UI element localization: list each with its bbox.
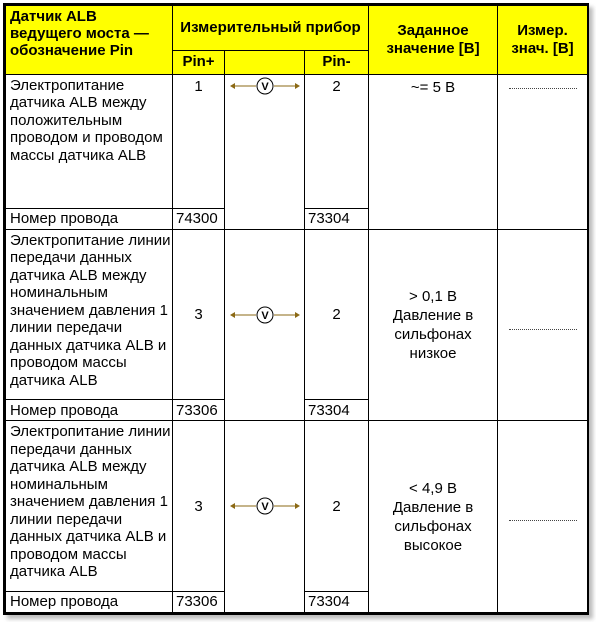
expected-note: Давление в сильфонах высокое bbox=[392, 498, 474, 554]
header-pin-minus: Pin- bbox=[305, 51, 369, 74]
row-description: Электропитание линии передачи данных датчика ALB между номинальным значением давления 1 линии передачи данных датчика ALB и проводом массы датчика ALB bbox=[6, 421, 173, 591]
table-row bbox=[6, 74, 588, 208]
voltmeter-symbol: V bbox=[260, 309, 269, 322]
row-description: Электропитание датчика ALB между положительным проводом и проводом массы датчика ALB bbox=[6, 74, 173, 208]
pin-minus-value: 2 bbox=[305, 229, 369, 399]
measured-value-field[interactable] bbox=[498, 421, 588, 613]
voltmeter-cell bbox=[225, 421, 305, 591]
header-expected-value: Заданное значение [В] bbox=[369, 6, 498, 75]
pin-minus-value: 2 bbox=[305, 421, 369, 591]
measured-value-field[interactable] bbox=[498, 74, 588, 229]
voltmeter-cell bbox=[225, 229, 305, 399]
voltmeter-icon bbox=[229, 497, 301, 515]
meter-blank bbox=[225, 208, 305, 229]
wire-number-label: Номер провода bbox=[6, 208, 173, 229]
pin-plus-value: 3 bbox=[173, 421, 225, 591]
header-pin-plus: Pin+ bbox=[173, 51, 225, 74]
expected-value: > 0,1 В bbox=[409, 288, 457, 306]
expected-value: ~= 5 В bbox=[410, 78, 456, 96]
pin-plus-value: 3 bbox=[173, 229, 225, 399]
header-meter-blank bbox=[225, 51, 305, 74]
wire-plus-number: 73306 bbox=[173, 591, 225, 612]
table-row bbox=[6, 229, 588, 399]
wire-minus-number: 73304 bbox=[305, 400, 369, 421]
measured-value-field[interactable] bbox=[498, 229, 588, 421]
voltmeter-icon bbox=[229, 77, 301, 95]
expected-note: Давление в сильфонах низкое bbox=[392, 307, 474, 363]
header-measured-value: Измер. знач. [В] bbox=[498, 6, 588, 75]
voltmeter-cell bbox=[225, 74, 305, 208]
expected-value: < 4,9 В bbox=[409, 479, 457, 497]
voltmeter-symbol: V bbox=[260, 80, 269, 93]
wire-plus-number: 73306 bbox=[173, 400, 225, 421]
header-instrument: Измерительный прибор bbox=[173, 6, 369, 51]
row-description: Электропитание линии передачи данных датчика ALB между номинальным значением давления 1 линии передачи данных датчика ALB и проводом массы датчика ALB bbox=[6, 229, 173, 399]
expected-value-cell bbox=[369, 74, 498, 229]
header-sensor-title: Датчик ALB ведущего моста — обозначение Pin bbox=[6, 6, 173, 75]
wire-number-label: Номер провода bbox=[6, 591, 173, 612]
wire-minus-number: 73304 bbox=[305, 591, 369, 612]
wire-minus-number: 73304 bbox=[305, 208, 369, 229]
voltmeter-icon bbox=[229, 306, 301, 324]
voltmeter-symbol: V bbox=[260, 501, 269, 514]
wire-number-label: Номер провода bbox=[6, 400, 173, 421]
meter-blank bbox=[225, 591, 305, 612]
measurement-table-frame bbox=[3, 3, 589, 615]
pin-minus-value: 2 bbox=[305, 74, 369, 208]
table-row bbox=[6, 421, 588, 591]
pin-plus-value: 1 bbox=[173, 74, 225, 208]
meter-blank bbox=[225, 400, 305, 421]
measurement-table bbox=[5, 5, 588, 613]
expected-value-cell bbox=[369, 229, 498, 421]
wire-plus-number: 74300 bbox=[173, 208, 225, 229]
expected-value-cell bbox=[369, 421, 498, 613]
